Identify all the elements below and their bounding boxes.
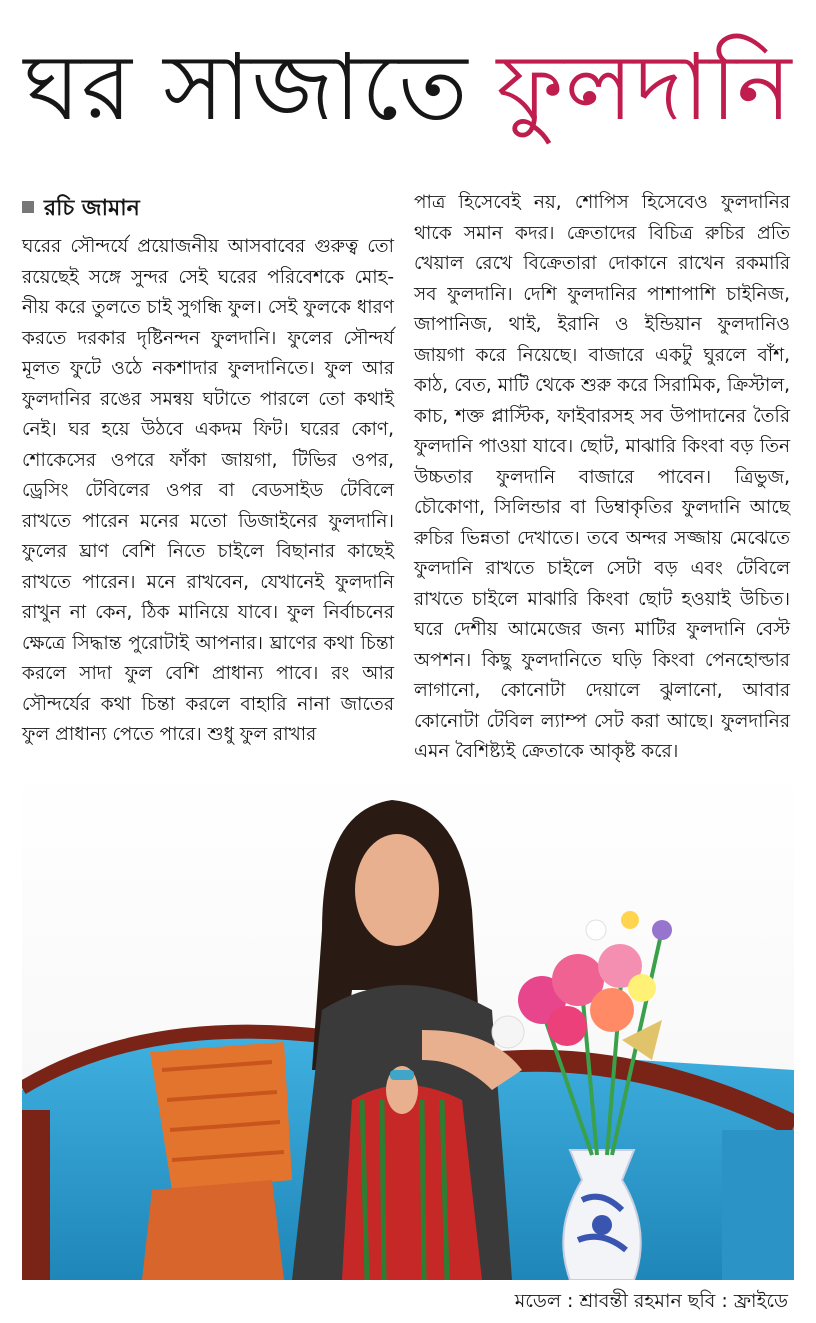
photo-illustration	[22, 770, 794, 1280]
headline-part-1: ঘর সাজাতে	[23, 34, 469, 141]
byline-author: রচি জামান	[44, 196, 140, 221]
headline-part-2: ফুলদানি	[496, 34, 793, 141]
photo-credit: মডেল : শ্রাবন্তী রহমান ছবি : ফ্রাইডে	[514, 1290, 788, 1312]
headline	[0, 28, 816, 148]
feature-photo	[22, 770, 794, 1280]
article-column-right: পাত্র হিসেবেই নয়, শোপিস হিসেবেও ফুলদানির থাকে সমান কদর। ক্রেতাদের বিচিত্র রুচির প্রতি খেয়াল রেখে বিক্রেতারা দোকানে রাখেন রকমারি সব ফুলদানি। দেশি ফুলদানির পাশাপাশি চাইনিজ, জাপানিজ, থাই, ইরানি ও ইন্ডিয়ান ফুলদানিও জায়গা করে নিয়েছে। বাজারে একটু ঘুরলে বাঁশ, কাঠ, বেত, মাটি থেকে শুরু করে সিরামিক, ক্রিস্টাল, কাচ, শক্ত প্লাস্টিক, ফাইবারসহ সব উপাদানের তৈরি ফুলদানি পাওয়া যাবে। ছোট, মাঝারি কিংবা বড় তিন উচ্চতার ফুলদানি বাজারে পাবেন। ত্রিভুজ, চৌকোণা, সিলিন্ডার বা ডিম্বাকৃতির ফুলদানি আছে রুচির ভিন্নতা দেখাতে। তবে অন্দর সজ্জায় মেঝেতে ফুলদানি রাখতে চাইলে সেটা বড় এবং টেবিলে রাখতে চাইলে মাঝারি কিংবা ছোট হওয়াই উচিত। ঘরে দেশীয় আমেজের জন্য মাটির ফুলদানি বেস্ট অপশন। কিছু ফুলদানিতে ঘড়ি কিংবা পেনহোল্ডার লাগানো, কোনোটা দেয়ালে ঝুলানো, আবার কোনোটা টেবিল ল্যাম্প সেট করা আছে। ফুলদানির এমন বৈশিষ্ট্যই ক্রেতাকে আকৃষ্ট করে।	[414, 192, 790, 762]
article-column-left: ঘরের সৌন্দর্যে প্রয়োজনীয় আসবাবের গুরুত্ব তো রয়েছেই সঙ্গে সুন্দর সেই ঘরের পরিবেশকে মোহ-নীয় করে তুলতে চাই সুগন্ধি ফুল। সেই ফুলকে ধারণ করতে দরকার দৃষ্টিনন্দন ফুলদানি। ফুলের সৌন্দর্য মূলত ফুটে ওঠে নকশাদার ফুলদানিতে। ফুল আর ফুলদানির রঙের সমন্বয় ঘটাতে পারলে তো কথাই নেই। ঘর হয়ে উঠবে একদম ফিট। ঘরের কোণ, শোকেসের ওপরে ফাঁকা জায়গা, টিভির ওপর, ড্রেসিং টেবিলের ওপর বা বেডসাইড টেবিলে রাখতে পারেন মনের মতো ডিজাইনের ফুলদানি। ফুলের ঘ্রাণ বেশি নিতে চাইলে বিছানার কাছেই রাখতে পারেন। মনে রাখবেন, যেখানেই ফুলদানি রাখুন না কেন, ঠিক মানিয়ে যাবে। ফুল নির্বাচনের ক্ষেত্রে সিদ্ধান্ত পুরোটাই আপনার। ঘ্রাণের কথা চিন্তা করলে সাদা ফুল বেশি প্রাধান্য পাবে। রং আর সৌন্দর্যের কথা চিন্তা করলে বাহারি নানা জাতের ফুল প্রাধান্য পেতে পারে। শুধু ফুল রাখার	[22, 236, 394, 745]
cushion-lower	[142, 1180, 284, 1280]
byline-square-icon	[22, 201, 34, 213]
cushion-orange	[150, 1042, 292, 1190]
byline	[22, 192, 140, 226]
